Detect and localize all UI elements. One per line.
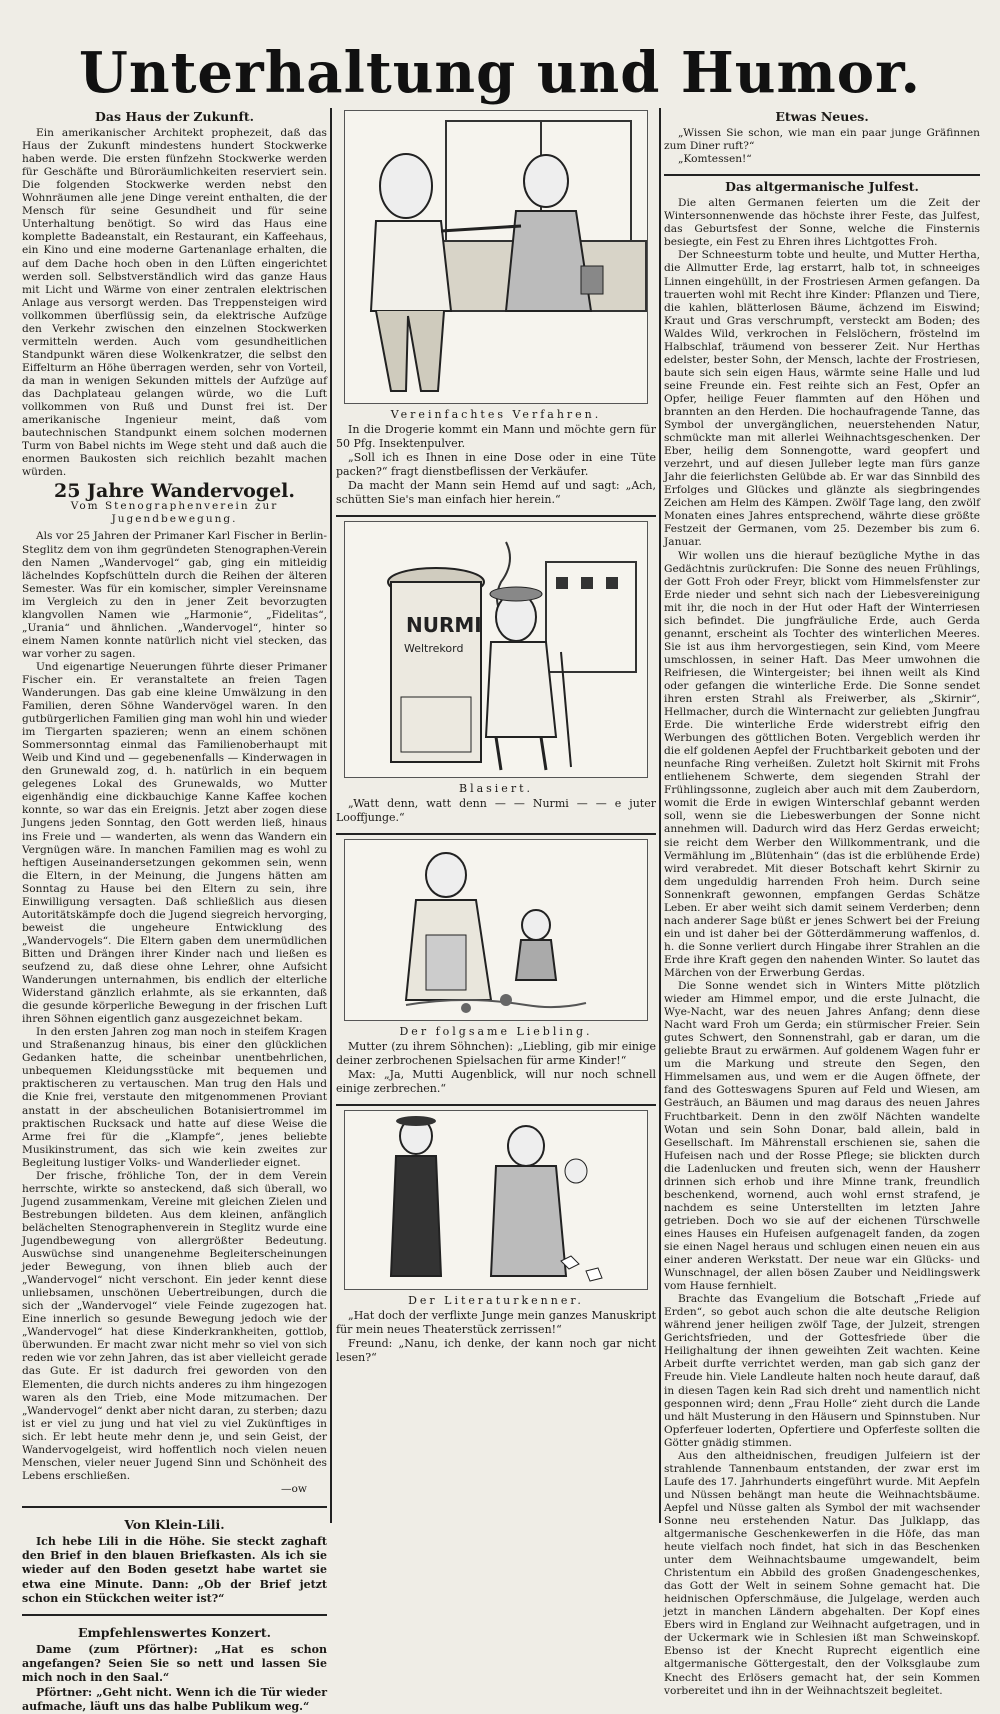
julfest-paragraph-6: Aus den altheidnischen, freudigen Julfeiern ist der strahlende Tannenbaum entstanden, der zwar erst im Laufe des 17. Jahrhunderts eingeführt wurde. Mit Aepfeln und Nüssen behängt man heute die Weihnachtsbäume. Aepfel und Nüsse galten als Symbol der mit wachsender Sonne neu erstehenden Natur. Das Julklapp, das altgermanische Geschenkewerfen in die Höfe, das man heute vielfach noch findet, hat sich in das Beschenken unter dem Weihnachtsbaume umgewandelt, beim Christentum ein Abbild des großen Gnadengeschenkes, das Gott der Welt in seinem Sohne gemacht hat. Die heidnischen Opferschmäuse, die Julgelage, werden auch jetzt in manchen Ländern abgehalten. Der Kopf eines Ebers wird in England zur Weihnacht aufgetragen, und in der Uckermark wie in Schlesien ißt man Schweinskopf. Ebenso ist der Knecht Ruprecht eigentlich eine altgermanische Göttergestalt, den der Volksglaube zum Knecht des Erlösers gemacht hat, der sein Kommen vorbereitet und ihn in der Weihnachtszeit begleitet.	[664, 1449, 980, 1697]
column-divider-2	[659, 108, 661, 1523]
cartoon-4-line-2: Freund: „Nanu, ich denke, der kann noch gar nicht lesen?“	[336, 1337, 656, 1365]
cartoon-1-line-2: „Soll ich es Ihnen in eine Dose oder in eine Tüte packen?“ fragt dienstbeflissen der Verkäufer.	[336, 451, 656, 479]
article-title-julfest: Das altgermanische Julfest.	[725, 179, 919, 195]
article-title-konzert: Empfehlenswertes Konzert.	[78, 1624, 271, 1640]
article-subtitle-wandervogel: Vom Stenographenverein zur Jugendbewegung.	[70, 500, 279, 526]
cartoon-caption-3: Der folgsame Liebling.	[399, 1025, 593, 1039]
julfest-paragraph-1: Die alten Germanen feierten um die Zeit der Wintersonnenwende das höchste ihrer Feste, das Julfest, das Geburtsfest der Sonne, welche die Finsternis besiegte, ein Fest zu Ehren ihres Lichtgottes Froh.	[664, 197, 980, 249]
neues-line-1: „Wissen Sie schon, wie man ein paar junge Gräfinnen zum Diner ruft?“	[664, 127, 980, 153]
page-title: Unterhaltung und Humor.	[79, 40, 921, 106]
column-right	[664, 108, 980, 1698]
cartoon-1-line-1: In die Drogerie kommt ein Mann und möchte gern für 50 Pfg. Insektenpulver.	[336, 423, 656, 451]
article-title-lili: Von Klein-Lili.	[124, 1516, 225, 1532]
divider	[664, 174, 980, 176]
cartoon-caption-2: Blasiert.	[458, 782, 533, 796]
article-body-lili: Ich hebe Lili in die Höhe. Sie steckt zaghaft den Brief in den blauen Briefkasten. Als ich sie wieder auf den Boden gesetzt habe wartet sie etwa eine Minute. Dann: „Ob der Brief jetzt schon ein Stückchen weiter ist?“	[22, 1534, 327, 1605]
konzert-line-1: Dame (zum Pförtner): „Hat es schon angefangen? Seien Sie so nett und lassen Sie mich noch in den Saal.“	[22, 1643, 327, 1685]
mother-drawing	[345, 840, 647, 1020]
literature-drawing	[345, 1111, 647, 1289]
divider	[336, 833, 656, 835]
julfest-paragraph-2: Der Schneesturm tobte und heulte, und Mutter Hertha, die Allmutter Erde, lag erstarrt, halb tot, in schneeiges Linnen eingehüllt, in der Frostriesen Armen gefangen. Da trauerten wohl mit Recht ihre Kinder: Pflanzen und Tiere, die kahlen, blätterlosen Bäume, ächzend im Eiswind; Kraut und Gras verschrumpft, versteckt am Boden; des Waldes Wild, verkrochen in Felslöchern, fröstelnd im Halbschlaf, träumend von besserer Zeit. Nur Herthas edelster, bester Sohn, der Mensch, lachte der Frostriesen, baute sich sein eigen Haus, wärmte seine Halle und lud seine Freunde ein. Fest reihte sich an Fest, Opfer an Opfer, heilige Feuer flammten auf den Höhen und brannten an den Herden. Die hochaufragende Tanne, das Symbol der unvergänglichen, neuerstehenden Natur, schmückte man mit allerlei Weihnachtsgeschenken. Der Eber, heilig dem Sonnengotte, ward geopfert und verzehrt, und auf diesen Julleber legte man fürs ganze Jahr die feierlichsten Gelübde ab. Er war das Sinnbild des Erfolges und Glückes und glänzte als siegbringendes Zeichen am Helm des Kämpen. Zwölf Tage lang, den zwölf Monaten eines Jahres entsprechend, währte diese größte Festzeit der Germanen, vom 25. Dezember bis zum 6. Januar.	[664, 249, 980, 549]
wandervogel-paragraph-4: Der frische, fröhliche Ton, der in dem Verein herrschte, wirkte so ansteckend, daß sich überall, wo Jugend zusammenkam, Vereine mit gleichen Zielen und Bestrebungen bildeten. Aus dem kleinen, anfänglich belächelten Stenographenverein in Steglitz wurde eine Jugendbewegung von allergrößter Bedeutung. Auswüchse sind unangenehme Begleiterscheinungen jeder Bewegung, von ihnen blieb auch der „Wandervogel“ nicht verschont. Ein jeder kennt diese unliebsamen, unschönen Uebertreibungen, durch die sich der „Wandervogel“ viele Feinde zugezogen hat. Eine innerlich so gesunde Bewegung jedoch wie der „Wandervogel“ hat diese Kinderkrankheiten, gottlob, überwunden. Er macht zwar nicht mehr so viel von sich reden wie vor zehn Jahren, das ist aber vielleicht gerade das Gute. Er ist dadurch frei geworden von den Elementen, die durch nichts anderes zu ihm hingezogen waren als den Trieb, eine Mode mitzumachen. Der „Wandervogel“ denkt aber nicht daran, zu sterben; dazu ist er viel zu jung und hat viel zu viel Zukünftiges in sich. Er lebt heute mehr denn je, und sein Geist, der Wandervogelgeist, wird hoffentlich noch vielen neuen Menschen, vieler neuer Jugend Sinn und Schönheit des Lebens erschließen.	[22, 1169, 327, 1482]
divider	[22, 1614, 327, 1616]
cartoon-3-line-2: Max: „Ja, Mutti Augenblick, will nur noch schnell einige zerbrechen.“	[336, 1068, 656, 1096]
cartoon-literature-image	[344, 1110, 648, 1290]
column-left	[22, 108, 327, 1714]
poster-subtitle: Weltrekord	[404, 642, 464, 656]
article-title-haus: Das Haus der Zukunft.	[95, 109, 254, 124]
cartoon-4-line-1: „Hat doch der verflixte Junge mein ganzes Manuskript für mein neues Theaterstück zerrissen!“	[336, 1309, 656, 1337]
drugstore-drawing	[345, 111, 647, 403]
article-title-wandervogel: 25 Jahre Wandervogel.	[54, 480, 295, 503]
column-divider-1	[330, 108, 332, 1523]
julfest-paragraph-4: Die Sonne wendet sich in Winters Mitte plötzlich wieder am Himmel empor, und die erste Julnacht, die Wye-Nacht, war des neuen Jahres Anfang; denn diese Nacht ward Froh um Gerda; ein stürmischer Freier. Sein gutes Schwert, den Sonnenstrahl, gab er daran, um die geliebte Braut zu erwärmen. Auf goldenem Wagen fuhr er um die Markung und streute den Segen, den Himmelsamen aus, und wem er die Augen öffnete, der fand des Gotteswagens Spuren auf Feld und Wiesen, am Gesträuch, an Bäumen und mag daraus des neuen Jahres Fruchtbarkeit. Denn in den zwölf Nächten wandelte Wotan und sein Sohn Donar, bald allein, bald in Gesellschaft. Im Mährenstall erschienen sie, sahen die Hufeisen nach und der Rosse Pflege; sie blickten durch die Ladenlucken und freuten sich, wenn der Hausherr drinnen sich erhob und ihre Minne trank, freundlich beschenkend, wornend, auch wohl ernst strafend, je nachdem es seine Unterstellten im letzten Jahre getrieben. Doch wo sie auf der eichenen Türschwelle eines Hauses ein Hufeisen aufgenagelt fanden, da zogen sie einen Nagel heraus und schlugen einen neuen ein aus einer anderen Werkstatt. Der neue war ein Glücks- und Wunschnagel, der allen bösen Zauber und Neidlingswerk vom Hause fernhielt.	[664, 980, 980, 1293]
cartoon-3-line-1: Mutter (zu ihrem Söhnchen): „Liebling, gib mir einige deiner zerbrochenen Spielsachen für arme Kinder!“	[336, 1040, 656, 1068]
cartoon-1-line-3: Da macht der Mann sein Hemd auf und sagt: „Ach, schütten Sie's man einfach hier herein.“	[336, 479, 656, 507]
neues-line-2: „Komtessen!“	[678, 153, 752, 166]
article-signature: —ow	[280, 1482, 307, 1495]
julfest-paragraph-3: Wir wollen uns die hierauf bezügliche Mythe in das Gedächtnis zurückrufen: Die Sonne des neuen Frühlings, der Gott Froh oder Freyr, blickt vom Himmelsfenster zur Erde nieder und sehnt sich nach der Liebesvereinigung mit ihr, die noch in der Hut oder Haft der Winterriesen sich befindet. Die jungfräuliche Erde, auch Gerda genannt, erscheint als Tochter des winterlichen Meeres. Sie ist aus ihm hervorgestiegen, sein Kind, vom Meere umschlossen, in seiner Haft. Das Meer umwohnen die Reifriesen, die Wintergeister; bei ihnen weilt als Kind oder gefangen die winterliche Erde. Die Sonne sendet ihren ersten Strahl als Freiwerber, als „Skirnir“, Hellmacher, durch die Winternacht zur geliebten Jungfrau Erde. Die winterliche Erde widerstrebt eifrig den Werbungen des göttlichen Boten. Vergeblich werden ihr die elf goldenen Aepfel der Fruchtbarkeit geboten und der neunfache Ring verheißen. Zuletzt holt Skirnit mit Frohs entliehenem Schwerte, dem siegenden Strahl der Frühlingssonne, zugleich aber auch mit dem Zauberdorn, womit die Erde in ewigen Winterschlaf gebannt werden soll, wenn sie die Liebeswerbungen der Sonne nicht annehmen will. Dadurch wird das Herz Gerdas erweicht; sie reicht dem Werber den Willkommentrank, und die Vermählung im „Blütenhain“ (das ist die erblühende Erde) wird verabredet. Mit dieser Botschaft kehrt Skirnir zu dem ungeduldig harrenden Froh heim. Durch seine Sonnenkraft gewonnen, empfangen Gerdas Schätze Leben. Er aber weiht sich damit seinem Verderben; denn nach anderer Sage büßt er jenes Schwert bei der Freiung ein und ist daher bei der Götterdämmerung waffenlos, d. h. die Sonne verliert durch Hingabe ihrer Strahlen an die Erde ihre Kraft gegen den nahenden Winter. So lautet das Märchen von der Erwerbung Gerdas.	[664, 549, 980, 979]
konzert-line-2: Pförtner: „Geht nicht. Wenn ich die Tür wieder aufmache, läuft uns das halbe Publikum weg.“	[22, 1685, 327, 1713]
divider	[336, 1104, 656, 1106]
wandervogel-paragraph-2: Und eigenartige Neuerungen führte dieser Primaner Fischer ein. Er veranstaltete an freien Tagen Wanderungen. Das gab eine kleine Umwälzung in den Familien, deren Söhne Wandervögel waren. In den gutbürgerlichen Familien ging man wohl hin und wieder im Tiergarten spazieren; wenn an einem schönen Sommersonntag einmal das Familienoberhaupt mit Weib und Kind und — gegebenenfalls — Kinderwagen in den Grunewald zog, d. h. natürlich in ein bequem gelegenes Lokal des Grunewalds, wo Mutter eigenhändig eine dickbauchige Kanne Kaffee kochen konnte, so war das ein Ereignis. Jetzt aber zogen diese Jungens jeden Sonntag, den Gott werden ließ, hinaus ins Freie und — wanderten, als wenn das Wandern ein Vergnügen wäre. In manchen Familien mag es wohl zu heftigen Auseinandersetzungen gekommen sein, wenn die Eltern, in der Meinung, die Jungens hätten am Sonntag zu Hause bei den Eltern zu sein, ihre Einwilligung versagten. Daß schließlich aus diesen Autoritätskämpfe doch die Jugend siegreich hervorging, beweist die ungeheure Entwicklung des „Wandervogels“. Die Eltern gaben dem unermüdlichen Bitten und Drängen ihrer Kinder nach und ließen es seufzend zu, daß diese ohne Lehrer, ohne Aufsicht Wanderungen unternahmen, bis endlich der elterliche Widerstand gänzlich erlahmte, als sie erkannten, daß die gesunde körperliche Bewegung in der frischen Luft ihren Söhnen eigentlich ganz ausgezeichnet bekam.	[22, 660, 327, 1026]
cartoon-mother-image	[344, 839, 648, 1021]
wandervogel-paragraph-1: Als vor 25 Jahren der Primaner Karl Fischer in Berlin-Steglitz dem von ihm gegründeten Stenographen-Verein den Namen „Wandervogel“ gab, ging ein mitleidig lächelndes Kopfschütteln durch die Reihen der älteren Semester. Was für ein komischer, simpler Vereinsname im Vergleich zu den in jener Zeit bevorzugten klangvollen Namen wie „Harmonie“, „Fidelitas“, „Urania“ und ähnlichen. „Wandervogel“, hinter so einem Namen konnte natürlich nicht viel stecken, das war vorher zu sagen.	[22, 530, 327, 660]
article-body-haus: Ein amerikanischer Architekt prophezeit, daß das Haus der Zukunft mindestens hundert Stockwerke haben werde. Die ersten fünfzehn Stockwerke werden für Geschäfte und Büroräumlichkeiten reserviert sein. Die folgenden Stockwerke werden nebst den Wohnräumen alle jene Dinge vereint enthalten, die der Mensch für seine Gesundheit und für seine Unterhaltung benötigt. So wird das Haus eine komplette Badeanstalt, ein Restaurant, ein Kaffeehaus, ein Kino und eine moderne Gartenanlage erhalten, die auf dem Dache hoch oben in den Lüften eingerichtet werden soll. Selbstverständlich wird das ganze Haus mit Licht und Wärme von einer zentralen elektrischen Anlage aus versorgt werden. Das Treppensteigen wird vollkommen überflüssig sein, da elektrische Aufzüge den Verkehr zwischen den einzelnen Stockwerken vermitteln werden. Auch vom gesundheitlichen Standpunkt wären diese Wolkenkratzer, die selbst den Eiffelturm an Höhe überragen werden, sehr von Vorteil, da man in wenigen Sekunden mittels der Aufzüge auf das Dachplateau gelangen würde, wo die Luft vollkommen von Ruß und Dunst frei ist. Der amerikanische Ingenieur meint, daß vom bautechnischen Standpunkt einem solchen modernen Turm von Babel nichts im Wege steht und daß auch die enormen Baukosten sich reichlich bezahlt machen würden.	[22, 127, 327, 479]
cartoon-caption-4: Der Literaturkenner.	[408, 1294, 584, 1308]
cartoon-nurmi-image	[344, 521, 648, 778]
cartoon-2-line-1: „Watt denn, watt denn — — Nurmi — — e juter Looffjunge.“	[336, 797, 656, 825]
column-middle	[336, 108, 656, 1365]
poster-title: NURMI	[406, 613, 482, 638]
divider	[22, 1506, 327, 1508]
cartoon-caption-1: Vereinfachtes Verfahren.	[390, 408, 602, 421]
article-title-neues: Etwas Neues.	[775, 109, 869, 124]
julfest-paragraph-5: Brachte das Evangelium die Botschaft „Friede auf Erden“, so gebot auch schon die alte deutsche Religion während jener heiligen zwölf Tage, der Julzeit, strengen Gerichtsfrieden, und der Gottesfriede über die Heilighaltung der ihnen geweihten Zeit wachten. Keine Arbeit durfte verrichtet werden, man gab sich ganz der Freude hin. Viele Landleute halten noch heute darauf, daß in diesen Tagen kein Rad sich dreht und namentlich nicht gesponnen wird; denn „Frau Holle“ zieht durch die Lande und hält Musterung in den Häusern und Spinnstuben. Nur Opferfeuer loderten, Opfertiere und Opferfeste sollten die Götter gnädig stimmen.	[664, 1293, 980, 1449]
divider	[336, 515, 656, 517]
cartoon-drugstore-image	[344, 110, 648, 404]
wandervogel-paragraph-3: In den ersten Jahren zog man noch in steifem Kragen und Straßenanzug hinaus, bis einer den glücklichen Gedanken hatte, die scheinbar unentbehrlichen, unbequemen Kleidungsstücke mit bequemen und praktischeren zu vertauschen. Man trug den Hals und die Knie frei, verstaute den mitgenommenen Proviant anstatt in der abscheulichen Botanisiertrommel im praktischen Rucksack und hatte auf diese Weise die Arme frei für die „Klampfe“, jenes beliebte Musikinstrument, das sich wie kein zweites zur Begleitung lustiger Volks- und Wanderlieder eignet.	[22, 1026, 327, 1169]
nurmi-drawing	[345, 522, 647, 777]
